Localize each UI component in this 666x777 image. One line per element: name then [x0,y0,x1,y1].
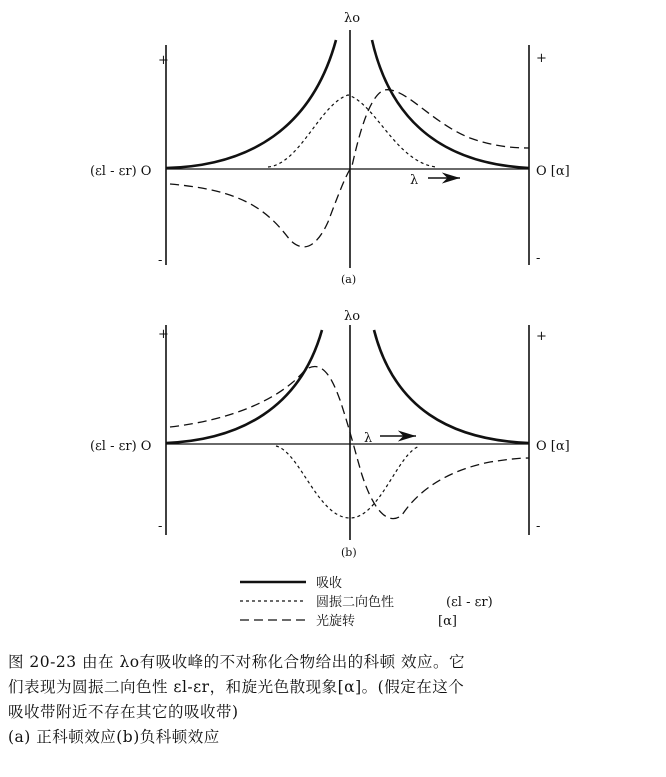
panel-b-plus-left: + [158,327,169,342]
panel-b-cd-curve [276,446,420,518]
panel-b-absorption-curve [166,330,322,443]
caption [8,650,658,750]
panel-a-y-right-label: O [α] [536,164,570,179]
legend-ord-symbol: [α] [438,614,457,629]
panel-a-minus-right: - [536,251,541,266]
panel-b-arrow-label: λ [364,431,373,446]
panel-b-absorption-curve-right [374,330,529,443]
panel-a-lambda-label: λo [344,11,361,26]
panel-a-absorption-curve-right [372,40,529,168]
legend-cd-label: 圆振二向色性 [316,595,395,610]
panel-a-sub-label: (a) [341,273,357,286]
panel-b-y-right-label: O [α] [536,439,570,454]
caption-line-2: 们表现为圆振二向色性 εl-εr，和旋光色散现象[α]。(假定在这个 [8,678,465,696]
caption-line-3: 吸收带附近不存在其它的吸收带) [8,703,239,721]
legend [240,575,493,629]
legend-ord-label: 光旋转 [316,614,356,629]
panel-a [90,11,570,286]
panel-b-minus-left: - [158,519,163,534]
panel-a-absorption-curve [166,40,336,168]
panel-a-plus-left: + [158,53,169,68]
panel-b-plus-right: + [536,329,547,344]
panel-b-sub-label: (b) [341,546,357,559]
caption-line-4: (a) 正科顿效应(b)负科顿效应 [8,728,220,746]
panel-b-y-left-label: (εl - εr) O [90,439,152,454]
legend-cd-symbol: (εl - εr) [446,595,493,610]
panel-a-arrow-label: λ [410,173,419,188]
legend-absorption-label: 吸收 [316,576,343,591]
panel-b-minus-right: - [536,519,541,534]
panel-a-plus-right: + [536,51,547,66]
panel-a-cd-curve [268,95,436,167]
panel-b [90,309,570,559]
caption-line-1: 图 20-23 由在 λo有吸收峰的不对称化合物给出的科顿 效应。它 [8,653,466,671]
panel-a-y-left-label: (εl - εr) O [90,164,152,179]
panel-a-minus-left: - [158,253,163,268]
panel-b-lambda-label: λo [344,309,361,324]
